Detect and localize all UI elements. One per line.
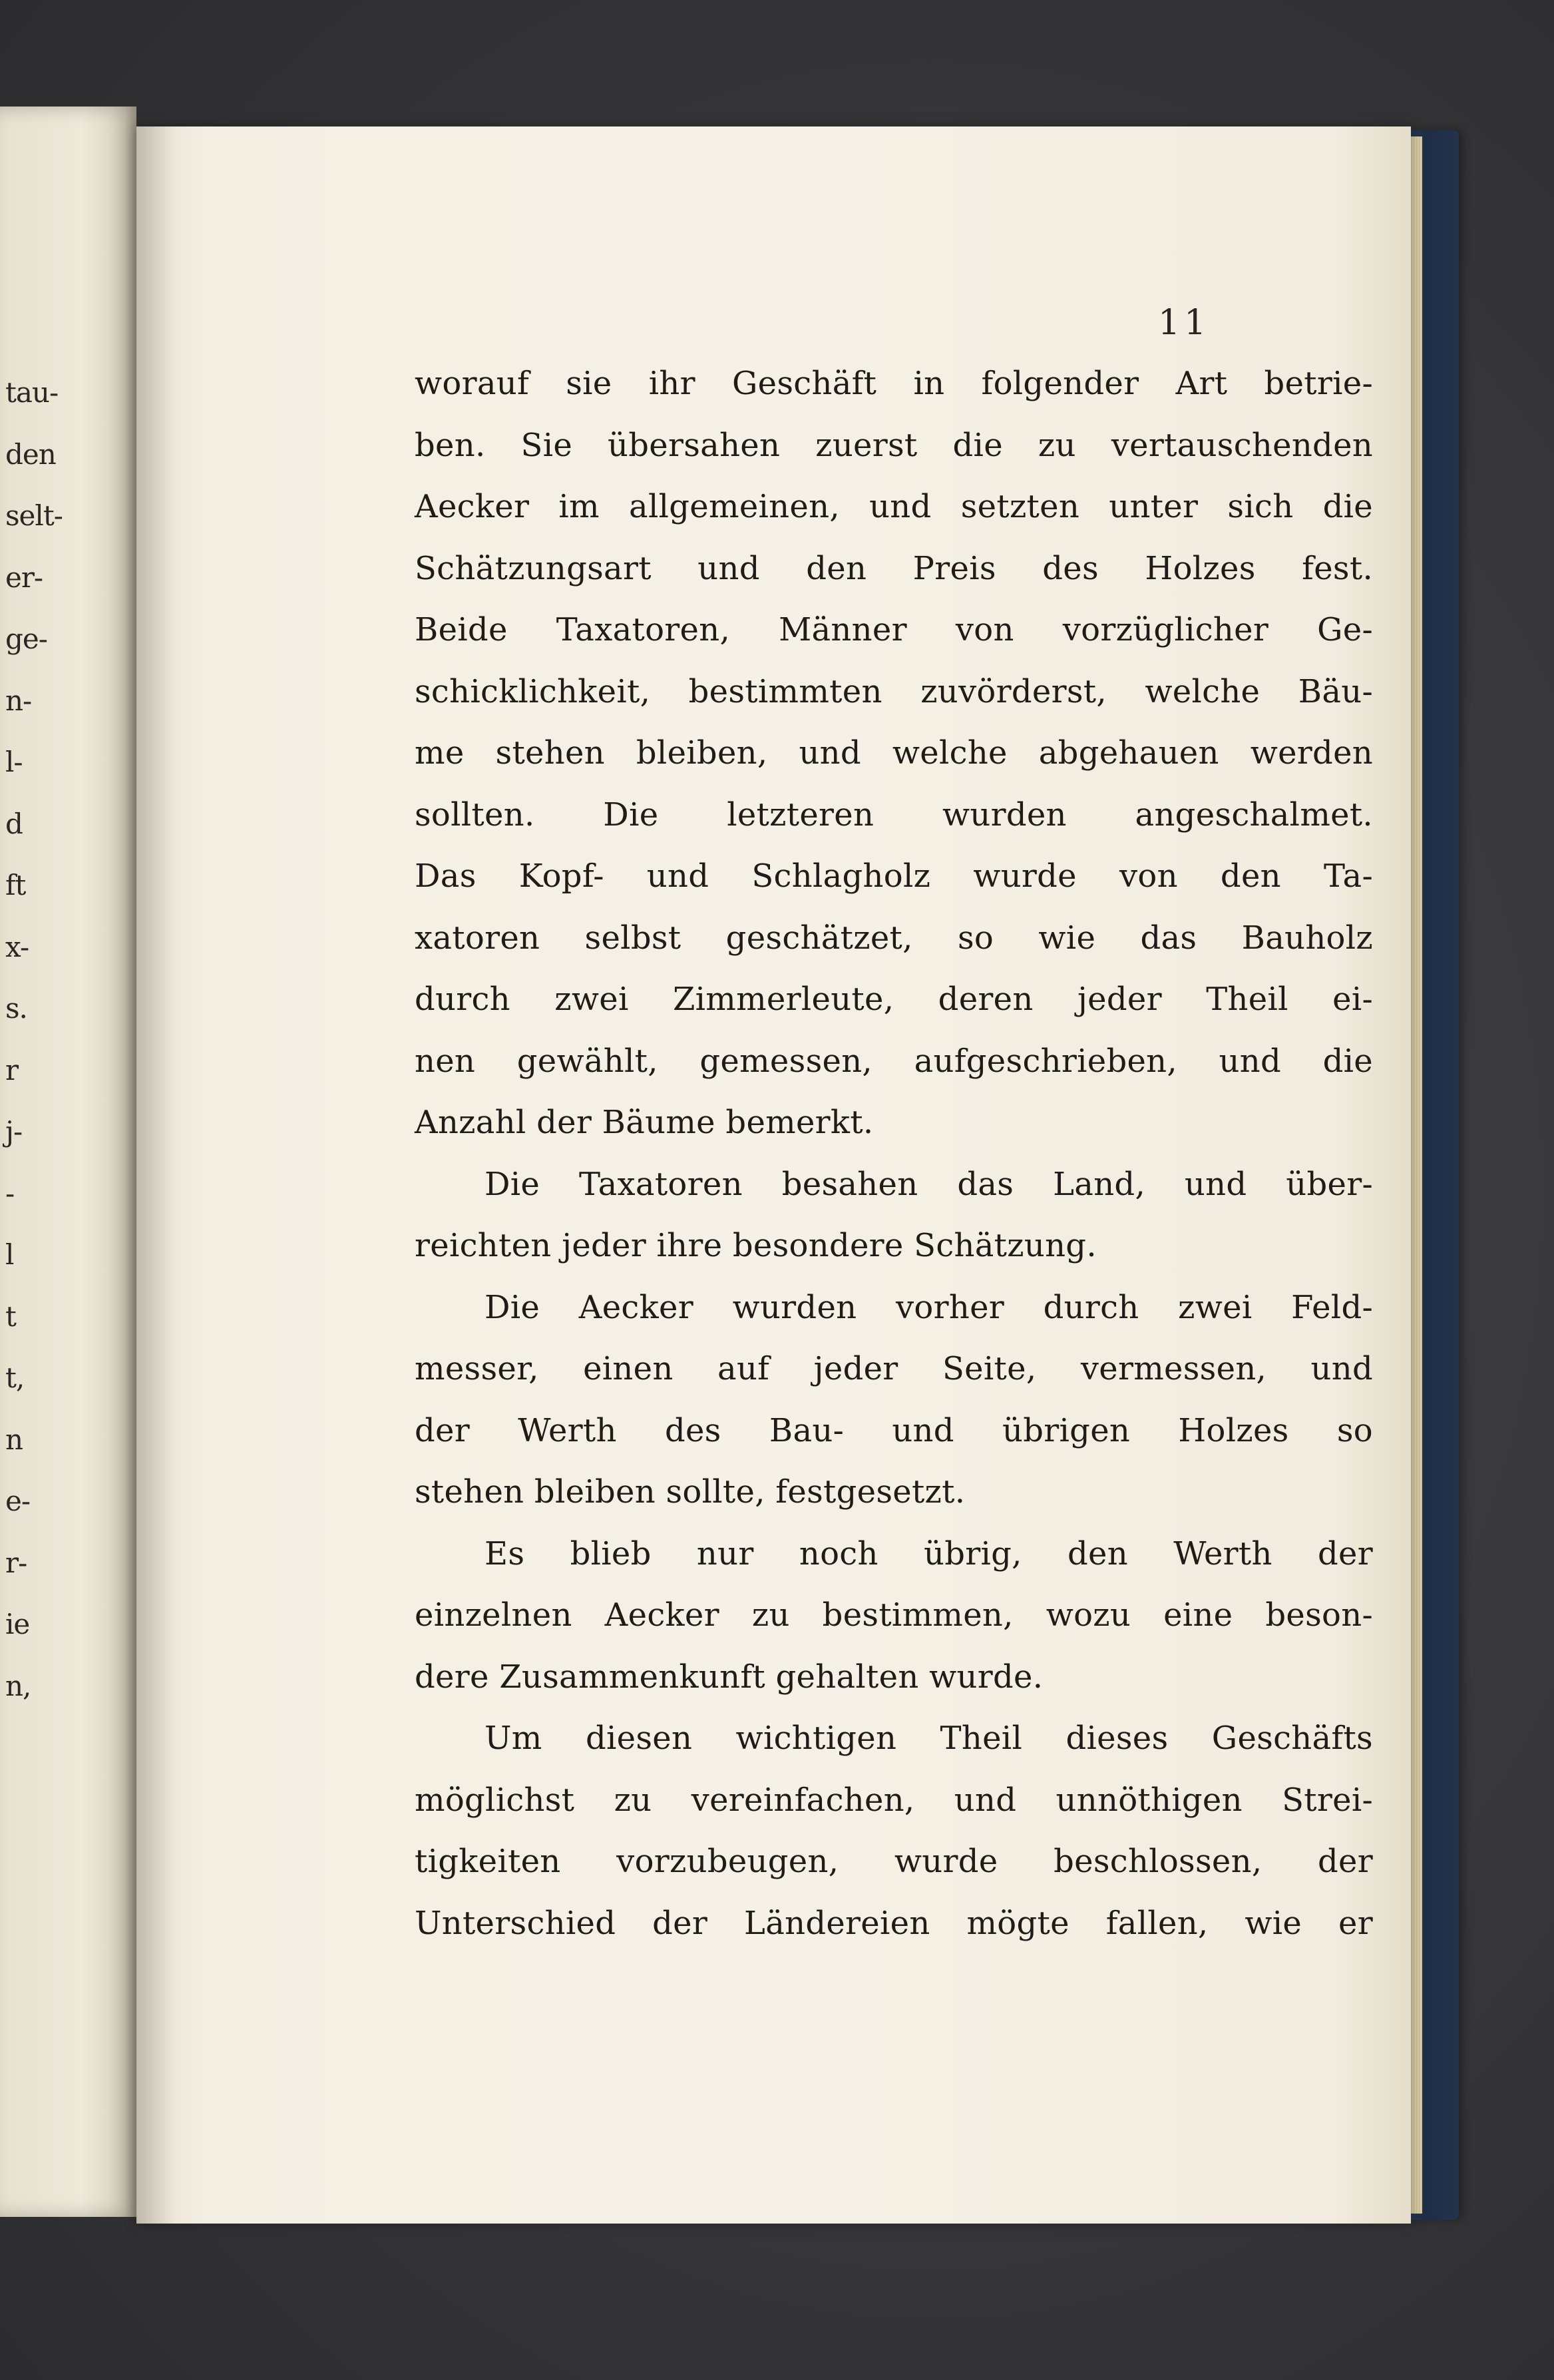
gutter-shadow [136,126,176,2224]
body-text [415,353,1373,1954]
text-line: dere Zusammenkunft gehalten wurde. [415,1658,1044,1696]
left-page-fragment: - [5,1176,15,1210]
text-line: Anzahl der Bäume bemerkt. [415,1104,874,1141]
left-page-fragment: den [5,437,56,471]
text-line: xatoren selbst geschätzet, so wie das Bauholz [415,919,1373,957]
text-line: Aecker im allgemeinen, und setzten unter sich die [415,488,1373,525]
left-page-fragment: r [5,1053,19,1086]
left-page-fragment: t, [5,1361,25,1394]
text-line: möglichst zu vereinfachen, und unnöthigen Strei- [415,1781,1373,1819]
text-line: Es blieb nur noch übrig, den Werth der [485,1535,1373,1572]
text-line: ben. Sie übersahen zuerst die zu vertauschenden [415,426,1373,464]
text-line: worauf sie ihr Geschäft in folgender Art betrie- [415,365,1373,402]
text-line: schicklichkeit, bestimmten zuvörderst, welche Bäu- [415,672,1373,710]
text-line: stehen bleiben sollte, festgesetzt. [415,1473,966,1511]
text-line: me stehen bleiben, und welche abgehauen werden [415,734,1373,772]
left-page-fragment: s. [5,992,27,1025]
text-line: der Werth des Bau- und übrigen Holzes so [415,1411,1373,1449]
left-page-fragment: t [5,1300,16,1333]
text-line: reichten jeder ihre besondere Schätzung. [415,1227,1097,1264]
text-line: Beide Taxatoren, Männer von vorzüglicher Ge- [415,611,1373,648]
text-line: Das Kopf- und Schlagholz wurde von den Ta- [415,857,1373,895]
book-page [136,126,1411,2224]
text-line: einzelnen Aecker zu bestimmen, wozu eine beson- [415,1596,1373,1634]
left-page-fragment: d [5,807,23,840]
text-line: Um diesen wichtigen Theil dieses Geschäfts [485,1720,1373,1757]
left-page-fragment: n [5,1423,23,1456]
left-page-fragment: ge- [5,622,47,655]
text-line: nen gewählt, gemessen, aufgeschrieben, und die [415,1042,1373,1080]
left-page-fragment: x- [5,930,29,963]
left-page-fragment: ie [5,1608,30,1640]
text-line: durch zwei Zimmerleute, deren jeder Theil ei- [415,981,1373,1018]
text-line: Schätzungsart und den Preis des Holzes fest. [415,549,1373,587]
left-page-fragment: ft [5,869,26,901]
text-line: Die Taxatoren besahen das Land, und über- [485,1165,1373,1203]
left-page-fragment: l [5,1238,14,1271]
text-line: Unterschied der Ländereien mögte fallen, wie er [415,1904,1373,1942]
left-page-fragment: n- [5,684,32,717]
left-page-fragment: n, [5,1669,31,1702]
left-page-fragment: r- [5,1546,27,1579]
left-page-fragment: tau- [5,376,59,409]
left-facing-page [0,107,136,2217]
text-line: tigkeiten vorzubeugen, wurde beschlossen, der [415,1843,1373,1880]
text-line: messer, einen auf jeder Seite, vermessen, und [415,1350,1373,1387]
left-page-fragment: e- [5,1485,31,1517]
text-line: sollten. Die letzteren wurden angeschalmet. [415,796,1373,833]
page-number: 11 [1158,303,1211,343]
text-line: Die Aecker wurden vorher durch zwei Feld- [485,1288,1373,1326]
left-page-fragment: selt- [5,499,63,532]
left-page-fragment: l- [5,746,23,778]
left-page-fragment: er- [5,561,43,594]
left-page-fragment: j- [5,1115,23,1148]
